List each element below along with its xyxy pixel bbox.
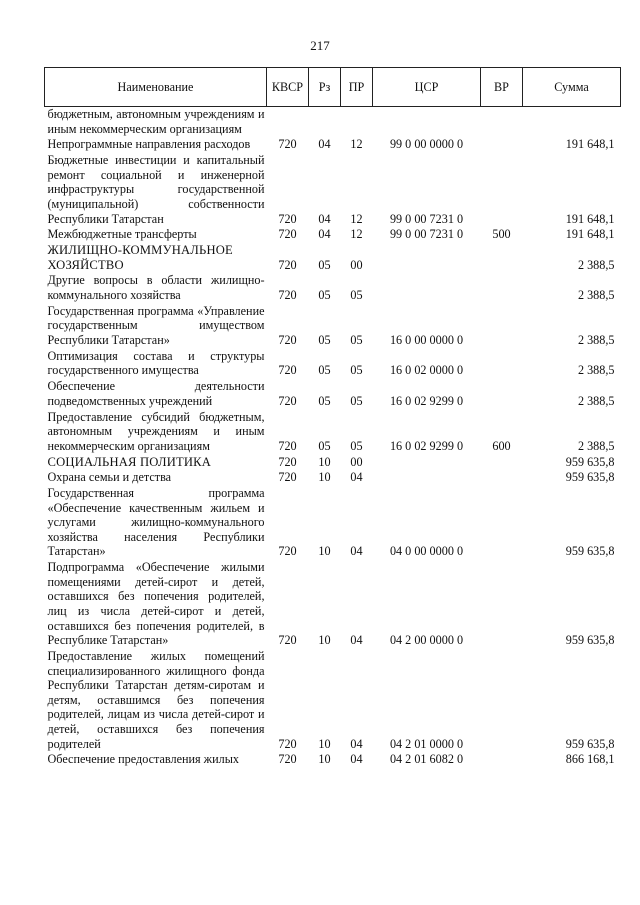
row-csr: 16 0 02 9299 0 <box>389 438 464 453</box>
row-kvsr: 720 <box>278 363 297 378</box>
table-row <box>45 243 621 273</box>
row-pr: 04 <box>350 752 363 767</box>
row-csr <box>373 455 481 471</box>
row-kvsr: 720 <box>278 211 297 226</box>
row-pr: 12 <box>350 227 363 242</box>
row-sum: 191 648,1 <box>565 137 615 152</box>
row-sum: 2 388,5 <box>577 257 615 272</box>
row-name: Государственная программа «Управление государственным имуществом Республики Татарстан» <box>47 303 265 348</box>
row-csr: 04 0 00 0000 0 <box>389 544 464 559</box>
row-rz: 10 <box>318 752 331 767</box>
header-pr: ПР <box>341 68 373 107</box>
row-rz: 10 <box>318 544 331 559</box>
header-name: Наименование <box>45 68 267 107</box>
row-kvsr: 720 <box>278 257 297 272</box>
table-row <box>45 649 621 752</box>
row-rz: 05 <box>318 363 331 378</box>
row-kvsr: 720 <box>278 752 297 767</box>
table-row <box>45 107 621 138</box>
row-pr: 04 <box>350 470 363 485</box>
row-name: Охрана семьи и детства <box>47 470 172 485</box>
row-name: Предоставление жилых помещений специализированного жилищного фонда Республики Татарстан детям-сиротам и детям, оставшимся без попечения родителей, лицам из числа детей-сирот и детей, оставшихся без попечения родителей <box>47 649 265 751</box>
row-csr <box>373 243 481 273</box>
row-kvsr: 720 <box>278 633 297 648</box>
table-row <box>45 273 621 303</box>
table-row <box>45 455 621 471</box>
row-pr: 05 <box>350 438 363 453</box>
row-vr <box>481 273 523 303</box>
header-rz: Рз <box>309 68 341 107</box>
row-csr <box>373 273 481 303</box>
row-pr: 00 <box>350 257 363 272</box>
row-vr: 600 <box>492 438 511 453</box>
row-name: СОЦИАЛЬНАЯ ПОЛИТИКА <box>47 454 212 469</box>
row-rz: 04 <box>318 137 331 152</box>
row-csr: 04 2 01 6082 0 <box>389 752 464 767</box>
row-rz: 10 <box>318 470 331 485</box>
row-pr: 04 <box>350 736 363 751</box>
row-pr: 04 <box>350 544 363 559</box>
row-rz: 05 <box>318 393 331 408</box>
table-row <box>45 304 621 349</box>
row-csr: 99 0 00 0000 0 <box>389 137 464 152</box>
table-row <box>45 560 621 649</box>
row-pr: 12 <box>350 137 363 152</box>
table-header-row <box>45 68 621 107</box>
row-vr <box>481 379 523 409</box>
table-row <box>45 379 621 409</box>
row-kvsr: 720 <box>278 333 297 348</box>
row-sum: 191 648,1 <box>565 227 615 242</box>
table-row <box>45 137 621 153</box>
row-rz: 04 <box>318 227 331 242</box>
row-name: Обеспечение предоставления жилых <box>47 752 239 767</box>
table-row <box>45 349 621 379</box>
row-csr: 99 0 00 7231 0 <box>389 211 464 226</box>
row-vr <box>481 455 523 471</box>
row-kvsr: 720 <box>278 393 297 408</box>
table-row <box>45 752 621 768</box>
row-pr <box>341 107 373 138</box>
row-vr <box>481 304 523 349</box>
row-name: Государственная программа «Обеспечение качественным жильем и услугами жилищно-коммунального хозяйства населения Республики Татарстан» <box>47 486 265 559</box>
row-name: Непрограммные направления расходов <box>47 137 251 152</box>
row-rz: 10 <box>318 736 331 751</box>
row-sum: 959 635,8 <box>565 454 615 469</box>
row-pr: 00 <box>350 454 363 469</box>
row-name: Обеспечение деятельности подведомственных учреждений <box>47 379 265 408</box>
row-kvsr: 720 <box>278 438 297 453</box>
row-rz: 05 <box>318 288 331 303</box>
row-csr: 99 0 00 7231 0 <box>389 227 464 242</box>
row-rz: 10 <box>318 454 331 469</box>
row-vr <box>481 470 523 486</box>
row-sum: 2 388,5 <box>577 363 615 378</box>
row-sum: 2 388,5 <box>577 393 615 408</box>
row-csr: 04 2 00 0000 0 <box>389 633 464 648</box>
row-pr: 05 <box>350 363 363 378</box>
row-vr <box>481 486 523 560</box>
header-vr: ВР <box>481 68 523 107</box>
row-pr: 05 <box>350 333 363 348</box>
row-pr: 12 <box>350 211 363 226</box>
row-name: Бюджетные инвестиции и капитальный ремонт социальной и инженерной инфраструктуры государственной (муниципальной) собственности Республики Татарстан <box>47 153 265 226</box>
row-name: Подпрограмма «Обеспечение жилыми помещениями детей-сирот и детей, оставшихся без попечения родителей, лиц из числа детей-сирот и детей, оставшихся без попечения родителей, в Республике Татарстан» <box>47 560 265 648</box>
row-csr: 04 2 01 0000 0 <box>389 736 464 751</box>
row-kvsr: 720 <box>278 288 297 303</box>
row-sum <box>523 107 621 138</box>
row-rz: 05 <box>318 333 331 348</box>
row-vr <box>481 752 523 768</box>
row-vr <box>481 243 523 273</box>
header-sum: Сумма <box>523 68 621 107</box>
row-pr: 05 <box>350 393 363 408</box>
row-kvsr <box>267 107 309 138</box>
row-rz: 10 <box>318 633 331 648</box>
row-vr <box>481 560 523 649</box>
row-kvsr: 720 <box>278 544 297 559</box>
row-sum: 191 648,1 <box>565 211 615 226</box>
row-sum: 959 635,8 <box>565 470 615 485</box>
row-name: Предоставление субсидий бюджетным, автономным учреждениям и иным некоммерческим организациям <box>47 409 265 453</box>
row-kvsr: 720 <box>278 227 297 242</box>
budget-table <box>44 67 621 768</box>
row-csr: 16 0 02 0000 0 <box>389 363 464 378</box>
row-vr <box>481 349 523 379</box>
header-kvsr: КВСР <box>267 68 309 107</box>
row-name: Другие вопросы в области жилищно-коммунального хозяйства <box>47 273 265 303</box>
row-sum: 959 635,8 <box>565 633 615 648</box>
row-kvsr: 720 <box>278 454 297 469</box>
row-sum: 2 388,5 <box>577 288 615 303</box>
table-row <box>45 470 621 486</box>
row-vr <box>481 137 523 153</box>
page-number: 217 <box>310 38 330 53</box>
row-pr: 04 <box>350 633 363 648</box>
row-name: ЖИЛИЩНО-КОММУНАЛЬНОЕ ХОЗЯЙСТВО <box>47 243 233 272</box>
row-vr <box>481 153 523 227</box>
row-sum: 2 388,5 <box>577 438 615 453</box>
row-rz: 05 <box>318 257 331 272</box>
row-rz: 04 <box>318 211 331 226</box>
table-row <box>45 410 621 455</box>
row-vr: 500 <box>492 227 511 242</box>
row-sum: 2 388,5 <box>577 333 615 348</box>
row-sum: 959 635,8 <box>565 544 615 559</box>
row-vr <box>481 649 523 752</box>
row-sum: 866 168,1 <box>565 752 615 767</box>
row-csr: 16 0 00 0000 0 <box>389 333 464 348</box>
table-row <box>45 153 621 227</box>
table-row <box>45 227 621 243</box>
row-pr: 05 <box>350 288 363 303</box>
row-sum: 959 635,8 <box>565 736 615 751</box>
row-kvsr: 720 <box>278 736 297 751</box>
row-rz <box>309 107 341 138</box>
row-name: Межбюджетные трансферты <box>47 227 197 242</box>
row-name: бюджетным, автономным учреждениям и иным некоммерческим организациям <box>47 107 265 136</box>
row-vr <box>481 107 523 138</box>
row-csr: 16 0 02 9299 0 <box>389 393 464 408</box>
row-kvsr: 720 <box>278 137 297 152</box>
row-csr <box>373 107 481 138</box>
row-name: Оптимизация состава и структуры государственного имущества <box>47 348 265 378</box>
header-csr: ЦСР <box>373 68 481 107</box>
row-rz: 05 <box>318 438 331 453</box>
table-row <box>45 486 621 560</box>
row-csr <box>373 470 481 486</box>
row-kvsr: 720 <box>278 470 297 485</box>
